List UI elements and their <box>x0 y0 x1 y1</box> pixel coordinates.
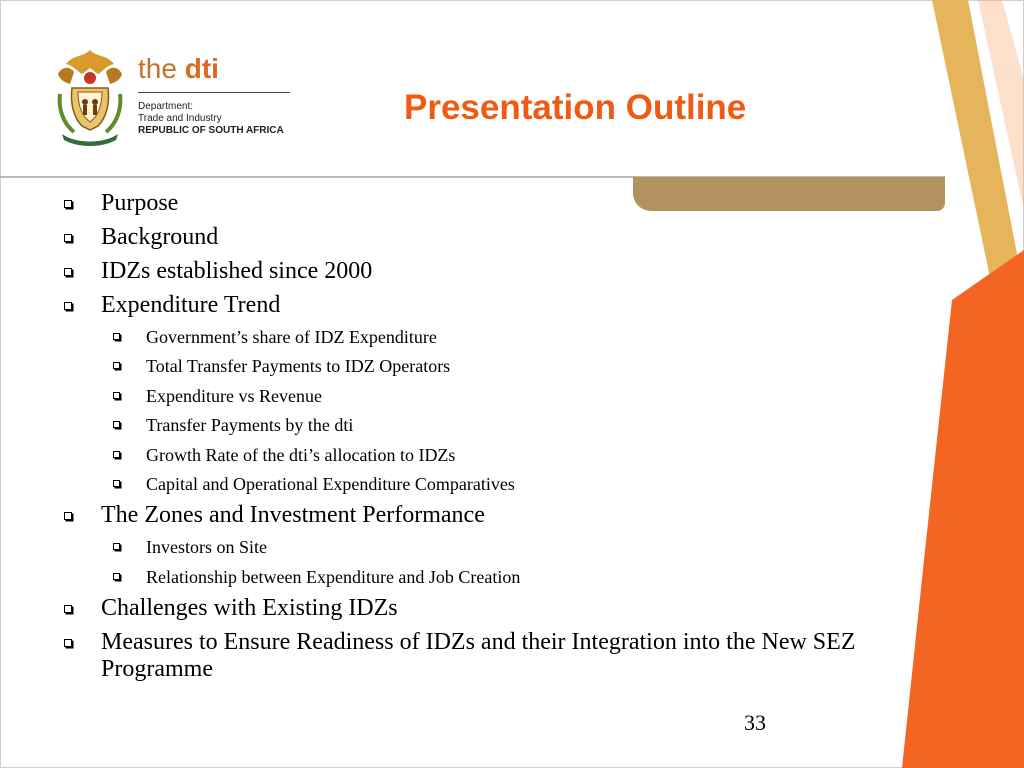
wordmark-dti: dti <box>184 53 219 84</box>
logo-divider <box>138 92 290 93</box>
outline-list <box>58 190 938 690</box>
outline-item-text: IDZs established since 2000 <box>101 258 373 284</box>
square-bullet-icon <box>113 451 120 458</box>
logo-department: Department: <box>138 101 194 112</box>
outline-subitem <box>58 385 938 407</box>
outline-item-text: Government’s share of IDZ Expenditure <box>146 327 437 347</box>
outline-item-text: Relationship between Expenditure and Job Creation <box>146 566 521 587</box>
coat-of-arms-icon <box>52 44 128 146</box>
square-bullet-icon <box>64 268 72 276</box>
square-bullet-icon <box>113 573 120 580</box>
outline-item-text: Background <box>101 224 219 250</box>
square-bullet-icon <box>64 302 72 310</box>
page-number: 33 <box>744 710 766 735</box>
outline-item-text: Challenges with Existing IDZs <box>101 595 398 622</box>
square-bullet-icon <box>113 421 120 428</box>
square-bullet-icon <box>64 234 72 242</box>
logo-trade-industry: Trade and Industry <box>138 113 222 124</box>
square-bullet-icon <box>113 392 120 399</box>
outline-item <box>58 629 938 683</box>
square-bullet-icon <box>113 480 120 487</box>
logo-republic: REPUBLIC OF SOUTH AFRICA <box>138 125 284 136</box>
outline-item-text: Growth Rate of the dti’s allocation to IDZs <box>146 444 456 465</box>
outline-item-text: Expenditure Trend <box>101 292 281 318</box>
outline-item-text: Total Transfer Payments to IDZ Operators <box>146 356 451 377</box>
outline-item-text: Purpose <box>101 190 179 216</box>
outline-item-text: Capital and Operational Expenditure Comparatives <box>146 473 515 494</box>
outline-item-text: Investors on Site <box>146 537 267 558</box>
outline-item <box>58 258 938 285</box>
outline-item <box>58 595 938 622</box>
square-bullet-icon <box>64 605 72 613</box>
outline-item <box>58 292 938 319</box>
outline-subitem <box>58 414 938 436</box>
slide-title: Presentation Outline <box>404 88 747 127</box>
outline-item-text: Transfer Payments by the dti <box>146 415 354 436</box>
outline-item-text: Expenditure vs Revenue <box>146 385 322 406</box>
outline-subitem <box>58 566 938 588</box>
square-bullet-icon <box>64 639 72 647</box>
dti-logo <box>52 44 297 150</box>
outline-subitem <box>58 444 938 466</box>
square-bullet-icon <box>113 362 120 369</box>
wordmark-the: the <box>138 53 177 84</box>
square-bullet-icon <box>113 543 120 550</box>
outline-subitem <box>58 536 938 558</box>
dti-wordmark <box>138 52 219 86</box>
square-bullet-icon <box>64 200 72 208</box>
outline-item <box>58 224 938 251</box>
outline-item <box>58 502 938 529</box>
outline-subitem <box>58 473 938 495</box>
outline-subitem <box>58 355 938 377</box>
outline-item-text: The Zones and Investment Performance <box>101 502 485 529</box>
outline-item <box>58 190 938 217</box>
outline-item-text: Measures to Ensure Readiness of IDZs and their Integration into the New SEZ Programme <box>101 629 856 683</box>
square-bullet-icon <box>64 512 72 520</box>
outline-subitem <box>58 326 938 348</box>
square-bullet-icon <box>113 333 120 340</box>
